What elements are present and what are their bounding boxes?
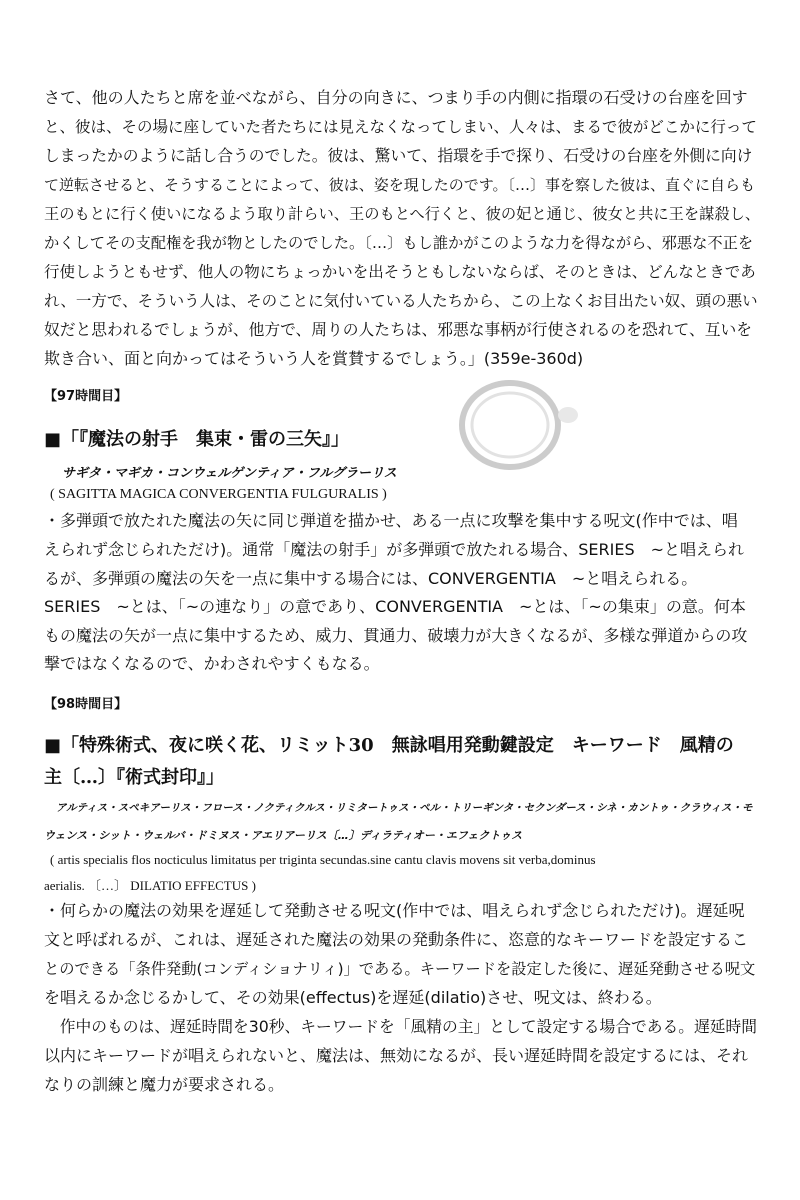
text-line: れ、一方で、そういう人は、そのことに気付いている人たちから、この上なくお目出たい奴、頭の悪い bbox=[44, 292, 758, 310]
text-line: を唱えるか念じるかして、その効果(effectus)を遅延(dilatio)させ、呪文は、終わる。 bbox=[44, 988, 662, 1007]
section-label: 【97時間目】 bbox=[44, 389, 128, 404]
text-line: 王のもとに行く使いになるよう取り計らい、王のもとへ行くと、彼の妃と通じ、彼女と共に王を謀殺し、 bbox=[44, 205, 761, 223]
latin-reading: aerialis. 〔…〕 DILATIO EFFECTUS ) bbox=[44, 878, 256, 893]
text-line: さて、他の人たちと席を並べながら、自分の向きに、つまり手の内側に指環の石受けの台座を回す bbox=[44, 88, 748, 107]
section-heading: 主〔…〕『術式封印』」 bbox=[44, 767, 224, 788]
text-line: と、彼は、その場に座していた者たちには見えなくなってしまい、人々は、まるで彼がどこかに行って bbox=[44, 118, 757, 136]
text-line: SERIES ~とは、「~の連なり」の意であり、CONVERGENTIA ~とは、「~の集束」の意。何本 bbox=[44, 597, 746, 616]
text-line: なりの訓練と魔力が要求される。 bbox=[44, 1075, 285, 1094]
katakana-reading: アルティス・スペキアーリス・フロース・ノクティクルス・リミタートゥス・ペル・トリーギンタ・セクンダース・シネ・カントゥ・クラウィス・モ bbox=[56, 802, 753, 814]
text-line: 文と呼ばれるが、これは、遅延された魔法の効果の発動条件に、恣意的なキーワードを設定するこ bbox=[44, 930, 749, 949]
text-line: とのできる「条件発動(コンディショナリィ)」である。キーワードを設定した後に、遅延発動させる呪文 bbox=[44, 960, 756, 978]
text-line: ・多弾頭で放たれた魔法の矢に同じ弾道を描かせ、ある一点に攻撃を集中する呪文(作中では、唱 bbox=[44, 511, 738, 530]
section-heading: ■「『魔法の射手 集束・雷の三矢』」 bbox=[44, 429, 350, 450]
text-line: かくしてその支配権を我が物としたのでした。〔…〕もし誰かがこのような力を得ながら、邪悪な不正を bbox=[44, 234, 754, 252]
text-line: 欺き合い、面と向かってはそういう人を賞賛するでしょう。」(359e-360d) bbox=[44, 349, 584, 368]
text-line: えられず念じられただけ)。通常「魔法の射手」が多弾頭で放たれる場合、SERIES ~と唱えられ bbox=[44, 540, 745, 559]
katakana-reading: ウェンス・シット・ウェルバ・ドミヌス・アエリアーリス〔…〕ディラティオー・エフェクトゥス bbox=[44, 829, 523, 842]
text-line: 作中のものは、遅延時間を30秒、キーワードを「風精の主」として設定する場合である。遅延時間 bbox=[44, 1017, 758, 1036]
section-heading: ■「特殊術式、夜に咲く花、リミット30 無詠唱用発動鍵設定 キーワード 風精の bbox=[44, 735, 734, 756]
text-line: もの魔法の矢が一点に集中するため、威力、貫通力、破壊力が大きくなるが、多様な弾道からの攻 bbox=[44, 626, 748, 645]
text-line: 行使しようともせず、他人の物にちょっかいを出そうともしないならば、そのときは、どんなときであ bbox=[44, 263, 756, 281]
text-line: るが、多弾頭の魔法の矢を一点に集中する場合には、CONVERGENTIA ~と唱えられる。 bbox=[44, 569, 698, 588]
katakana-reading: サギタ・マギカ・コンウェルゲンティア・フルグラーリス bbox=[62, 466, 397, 481]
text-line: しまったかのように話し合うのでした。彼は、驚いて、指環を手で探り、石受けの台座を外側に向け bbox=[44, 146, 753, 165]
text-line: 以内にキーワードが唱えられないと、魔法は、無効になるが、長い遅延時間を設定するには、それ bbox=[44, 1046, 749, 1065]
latin-reading: ( SAGITTA MAGICA CONVERGENTIA FULGURALIS ) bbox=[50, 487, 387, 502]
text-line: 撃ではなくなるので、かわされやすくもなる。 bbox=[44, 654, 380, 673]
text-line: 奴だと思われるでしょうが、他方で、周りの人たちは、邪悪な事柄が行使されるのを恐れて、互いを bbox=[44, 320, 752, 339]
text-line: て逆転させると、そうすることによって、彼は、姿を現したのです。〔…〕事を察した彼は、直ぐに自らも bbox=[44, 176, 756, 194]
section-label: 【98時間目】 bbox=[44, 697, 128, 712]
latin-reading: ( artis specialis flos nocticulus limitatus per triginta secundas.sine cantu clavis movens sit verba,dominus bbox=[50, 852, 596, 867]
text-line: ・何らかの魔法の効果を遅延して発動させる呪文(作中では、唱えられず念じられただけ)。遅延呪 bbox=[44, 901, 745, 920]
